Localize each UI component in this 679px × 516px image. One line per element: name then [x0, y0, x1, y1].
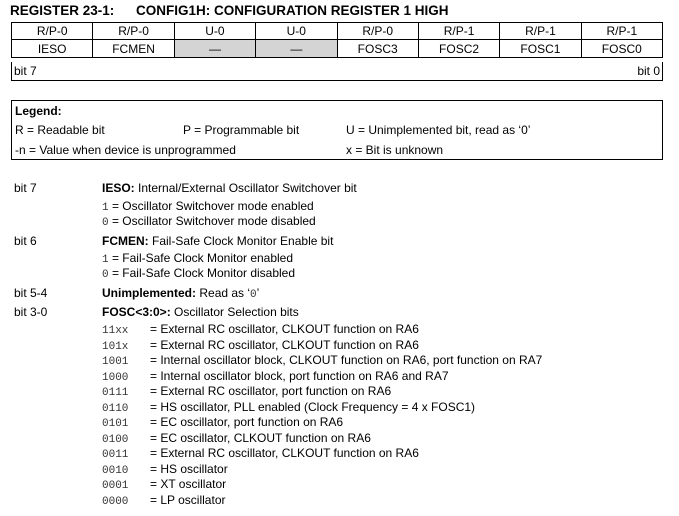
option-text: = External RC oscillator, port function on RA6 — [150, 384, 392, 398]
access-cell: R/P-0 — [93, 23, 174, 40]
bit-name-cell-unimplemented: — — [256, 40, 337, 58]
option-code: 1001 — [102, 356, 129, 368]
bit-label: bit 7 — [14, 181, 37, 195]
option-code: 0111 — [102, 387, 129, 399]
option-code: 0001 — [102, 480, 129, 492]
bit-option — [102, 199, 314, 214]
bit-option — [102, 266, 295, 281]
option-text: = HS oscillator — [150, 461, 228, 476]
option-text: = Oscillator Switchover mode enabled — [108, 199, 314, 213]
option-text: = HS oscillator, PLL enabled (Clock Frequency = 4 x FOSC1) — [150, 399, 476, 414]
bit-name-row — [12, 40, 663, 58]
option-code: 1 — [102, 202, 109, 214]
option-code: 0 — [250, 289, 257, 301]
bit-name-cell: FOSC3 — [337, 40, 418, 58]
option-code: 1 — [102, 254, 109, 266]
option-code: 0101 — [102, 418, 129, 430]
access-cell: U-0 — [256, 23, 337, 40]
bit-name-cell: FOSC1 — [500, 40, 581, 58]
bit-name-cell: FOSC2 — [418, 40, 499, 58]
oscillator-option — [102, 384, 391, 399]
bit-description — [102, 305, 299, 319]
register-name: CONFIG1H: CONFIGURATION REGISTER 1 HIGH — [136, 3, 449, 18]
legend-programmable: P = Programmable bit — [183, 123, 300, 137]
bit-high-label: bit 7 — [14, 64, 37, 78]
option-text: = External RC oscillator, CLKOUT function on RA6 — [150, 337, 419, 352]
option-text: = XT oscillator — [150, 477, 227, 491]
option-text: = LP oscillator — [150, 492, 226, 507]
bit-field-name: FOSC<3:0>: — [102, 305, 171, 319]
bit-name-cell: IESO — [12, 40, 93, 58]
bit-low-label: bit 0 — [637, 64, 660, 78]
access-cell: R/P-0 — [337, 23, 418, 40]
bit-field-text: ’ — [256, 286, 260, 300]
bit-field-name: Unimplemented: — [102, 286, 197, 300]
access-cell: R/P-1 — [500, 23, 581, 40]
bit-field-text: Read as ‘ — [196, 286, 251, 300]
bit-description — [102, 234, 333, 248]
option-code: 0 — [102, 217, 109, 229]
oscillator-option — [102, 446, 419, 461]
oscillator-option — [102, 338, 419, 353]
option-text: = Oscillator Switchover mode disabled — [108, 214, 316, 228]
option-text: = External RC oscillator, CLKOUT function on RA6 — [150, 322, 419, 336]
option-code: 0110 — [102, 402, 129, 415]
option-text: = Fail-Safe Clock Monitor disabled — [108, 266, 296, 280]
oscillator-option — [102, 353, 542, 368]
option-code: 0 — [102, 269, 109, 281]
legend-box — [11, 100, 663, 160]
register-table — [11, 22, 663, 58]
option-code: 0010 — [102, 464, 129, 477]
oscillator-option — [102, 322, 419, 337]
bit-option — [102, 214, 316, 229]
access-cell: R/P-1 — [581, 23, 662, 40]
oscillator-option — [102, 400, 475, 415]
bit-field-name: IESO: — [102, 181, 135, 195]
bit-position-row — [11, 62, 663, 81]
option-text: = Internal oscillator block, port function on RA6 and RA7 — [150, 368, 449, 383]
option-text: = EC oscillator, CLKOUT function on RA6 — [150, 430, 371, 445]
oscillator-option — [102, 415, 343, 430]
oscillator-option — [102, 493, 226, 508]
bit-description — [102, 181, 357, 195]
option-code: 101x — [102, 340, 129, 353]
bit-name-cell: FCMEN — [93, 40, 174, 58]
access-cell: U-0 — [174, 23, 255, 40]
bit-label: bit 6 — [14, 234, 37, 248]
access-row — [12, 23, 663, 40]
option-text: = Fail-Safe Clock Monitor enabled — [108, 251, 294, 265]
option-code: 0100 — [102, 433, 129, 446]
bit-name-cell-unimplemented: — — [174, 40, 255, 58]
option-text: = EC oscillator, port function on RA6 — [150, 415, 344, 429]
option-text: = Internal oscillator block, CLKOUT function on RA6, port function on RA7 — [150, 353, 543, 367]
oscillator-option — [102, 431, 371, 446]
legend-unprogrammed: -n = Value when device is unprogrammed — [15, 143, 236, 157]
option-code: 11xx — [102, 325, 129, 337]
register-title — [10, 3, 449, 18]
oscillator-option — [102, 462, 228, 477]
bit-field-title: Oscillator Selection bits — [170, 305, 299, 319]
option-code: 1000 — [102, 371, 129, 384]
bit-label: bit 5-4 — [14, 286, 48, 300]
legend-unknown: x = Bit is unknown — [346, 143, 444, 157]
legend-heading: Legend: — [15, 104, 62, 118]
oscillator-option — [102, 369, 449, 384]
option-text: = External RC oscillator, CLKOUT function on RA6 — [150, 446, 419, 460]
access-cell: R/P-1 — [418, 23, 499, 40]
option-code: 0011 — [102, 449, 129, 461]
register-number: REGISTER 23-1: — [10, 3, 115, 18]
bit-option — [102, 251, 293, 266]
option-code: 0000 — [102, 495, 129, 508]
bit-field-title: Fail-Safe Clock Monitor Enable bit — [148, 234, 334, 248]
access-cell: R/P-0 — [12, 23, 93, 40]
bit-name-cell: FOSC0 — [581, 40, 662, 58]
bit-description — [102, 286, 259, 301]
legend-readable: R = Readable bit — [15, 123, 105, 137]
legend-unimplemented: U = Unimplemented bit, read as ‘0’ — [346, 123, 531, 137]
bit-label: bit 3-0 — [14, 305, 48, 319]
bit-field-title: Internal/External Oscillator Switchover bit — [134, 181, 357, 195]
bit-field-name: FCMEN: — [102, 234, 149, 248]
oscillator-option — [102, 477, 226, 492]
